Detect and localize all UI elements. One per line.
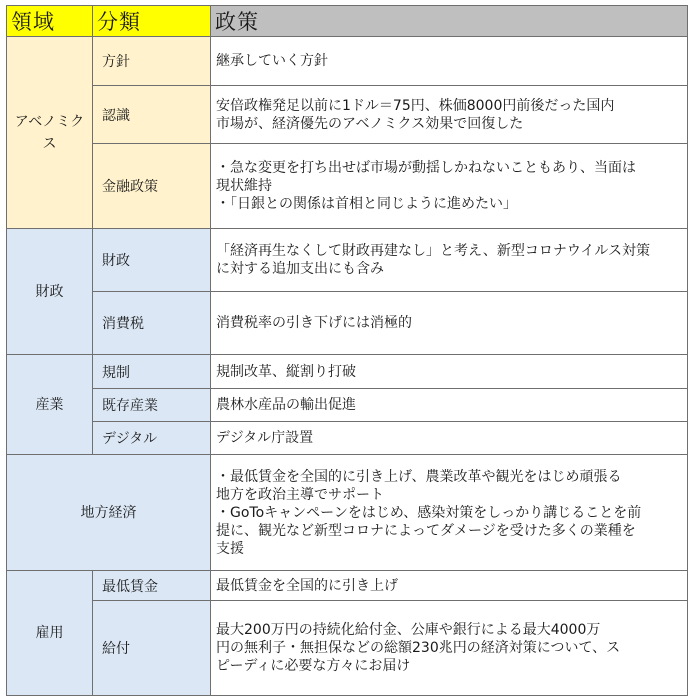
policy-cell: [211, 144, 688, 229]
policy-line: 現状維持: [216, 178, 272, 194]
table-row: [7, 355, 688, 389]
sub-benefits: 給付: [93, 601, 211, 696]
policy-line: ・GoToキャンペーンをはじめ、感染対策をしっかり講じることを前: [216, 504, 642, 521]
policy-line: 消費税率の引き下げには消極的: [216, 315, 412, 331]
policy-line: 「経済再生なくして財政再建なし」と考え、新型コロナウイルス対策: [216, 243, 650, 259]
policy-cell: [211, 422, 688, 455]
policy-line: 円の無利子・無担保などの総額230兆円の経済対策について、ス: [216, 640, 621, 656]
table-row: [7, 229, 688, 292]
policy-table: [6, 5, 688, 696]
policy-line: デジタル庁設置: [216, 430, 314, 446]
sub-finance: 財政: [93, 229, 211, 292]
policy-line: 規制改革、縦割り打破: [216, 363, 356, 380]
policy-cell: [211, 355, 688, 389]
policy-cell: [211, 86, 688, 144]
sub-existing-industry: 既存産業: [93, 389, 211, 422]
sub-consumption-tax: 消費税: [93, 292, 211, 355]
policy-line: 提に、観光など新型コロナによってダメージを受けた多くの業種を: [216, 522, 636, 539]
sub-digital: デジタル: [93, 422, 211, 455]
header-policy: 政策: [211, 6, 688, 37]
policy-line: 最大200万円の持続化給付金、公庫や銀行による最大4000万: [216, 622, 601, 638]
sub-policy-direction: 方針: [93, 37, 211, 86]
policy-line: ・「日銀との関係は首相と同じように進めたい」: [216, 196, 517, 212]
table-row: [7, 601, 688, 696]
domain-industry: 産業: [7, 355, 93, 455]
table-row: [7, 389, 688, 422]
policy-cell: [211, 455, 688, 571]
policy-line: 最低賃金を全国的に引き上げ: [216, 577, 398, 594]
table-row: [7, 292, 688, 355]
domain-finance: 財政: [7, 229, 93, 355]
policy-line: ・急な変更を打ち出せば市場が動揺しかねないこともあり、当面は: [216, 160, 636, 176]
table-row: [7, 37, 688, 86]
domain-regional-economy: 地方経済: [7, 455, 211, 571]
header-domain: 領域: [7, 6, 93, 37]
table-row: [7, 86, 688, 144]
sub-regulation: 規制: [93, 355, 211, 389]
table-row: [7, 455, 688, 571]
sub-minimum-wage: 最低賃金: [93, 571, 211, 601]
policy-cell: [211, 389, 688, 422]
policy-cell: [211, 571, 688, 601]
policy-line: ・最低賃金を全国的に引き上げ、農業改革や観光をはじめ頑張る: [216, 468, 622, 485]
policy-line: 継承していく方針: [216, 53, 328, 69]
policy-cell: [211, 37, 688, 86]
domain-abenomics: アベノミクス: [7, 37, 93, 229]
header-row: [7, 6, 688, 37]
policy-line: 安倍政権発足以前に1ドル＝75円、株価8000円前後だった国内: [216, 97, 615, 114]
policy-line: ピーディに必要な方々にお届け: [216, 658, 411, 674]
table-row: [7, 422, 688, 455]
header-category: 分類: [93, 6, 211, 37]
policy-line: 支援: [216, 540, 244, 557]
policy-cell: [211, 601, 688, 696]
policy-line: 地方を政治主導でサポート: [216, 486, 384, 503]
sub-recognition: 認識: [93, 86, 211, 144]
table-row: [7, 144, 688, 229]
policy-line: 市場が、経済優先のアベノミクス効果で回復した: [216, 115, 524, 132]
policy-line: 農林水産品の輸出促進: [216, 397, 356, 413]
table-row: [7, 571, 688, 601]
policy-cell: [211, 229, 688, 292]
policy-cell: [211, 292, 688, 355]
sub-monetary-policy: 金融政策: [93, 144, 211, 229]
policy-line: に対する追加支出にも含み: [216, 261, 384, 277]
domain-employment: 雇用: [7, 571, 93, 696]
